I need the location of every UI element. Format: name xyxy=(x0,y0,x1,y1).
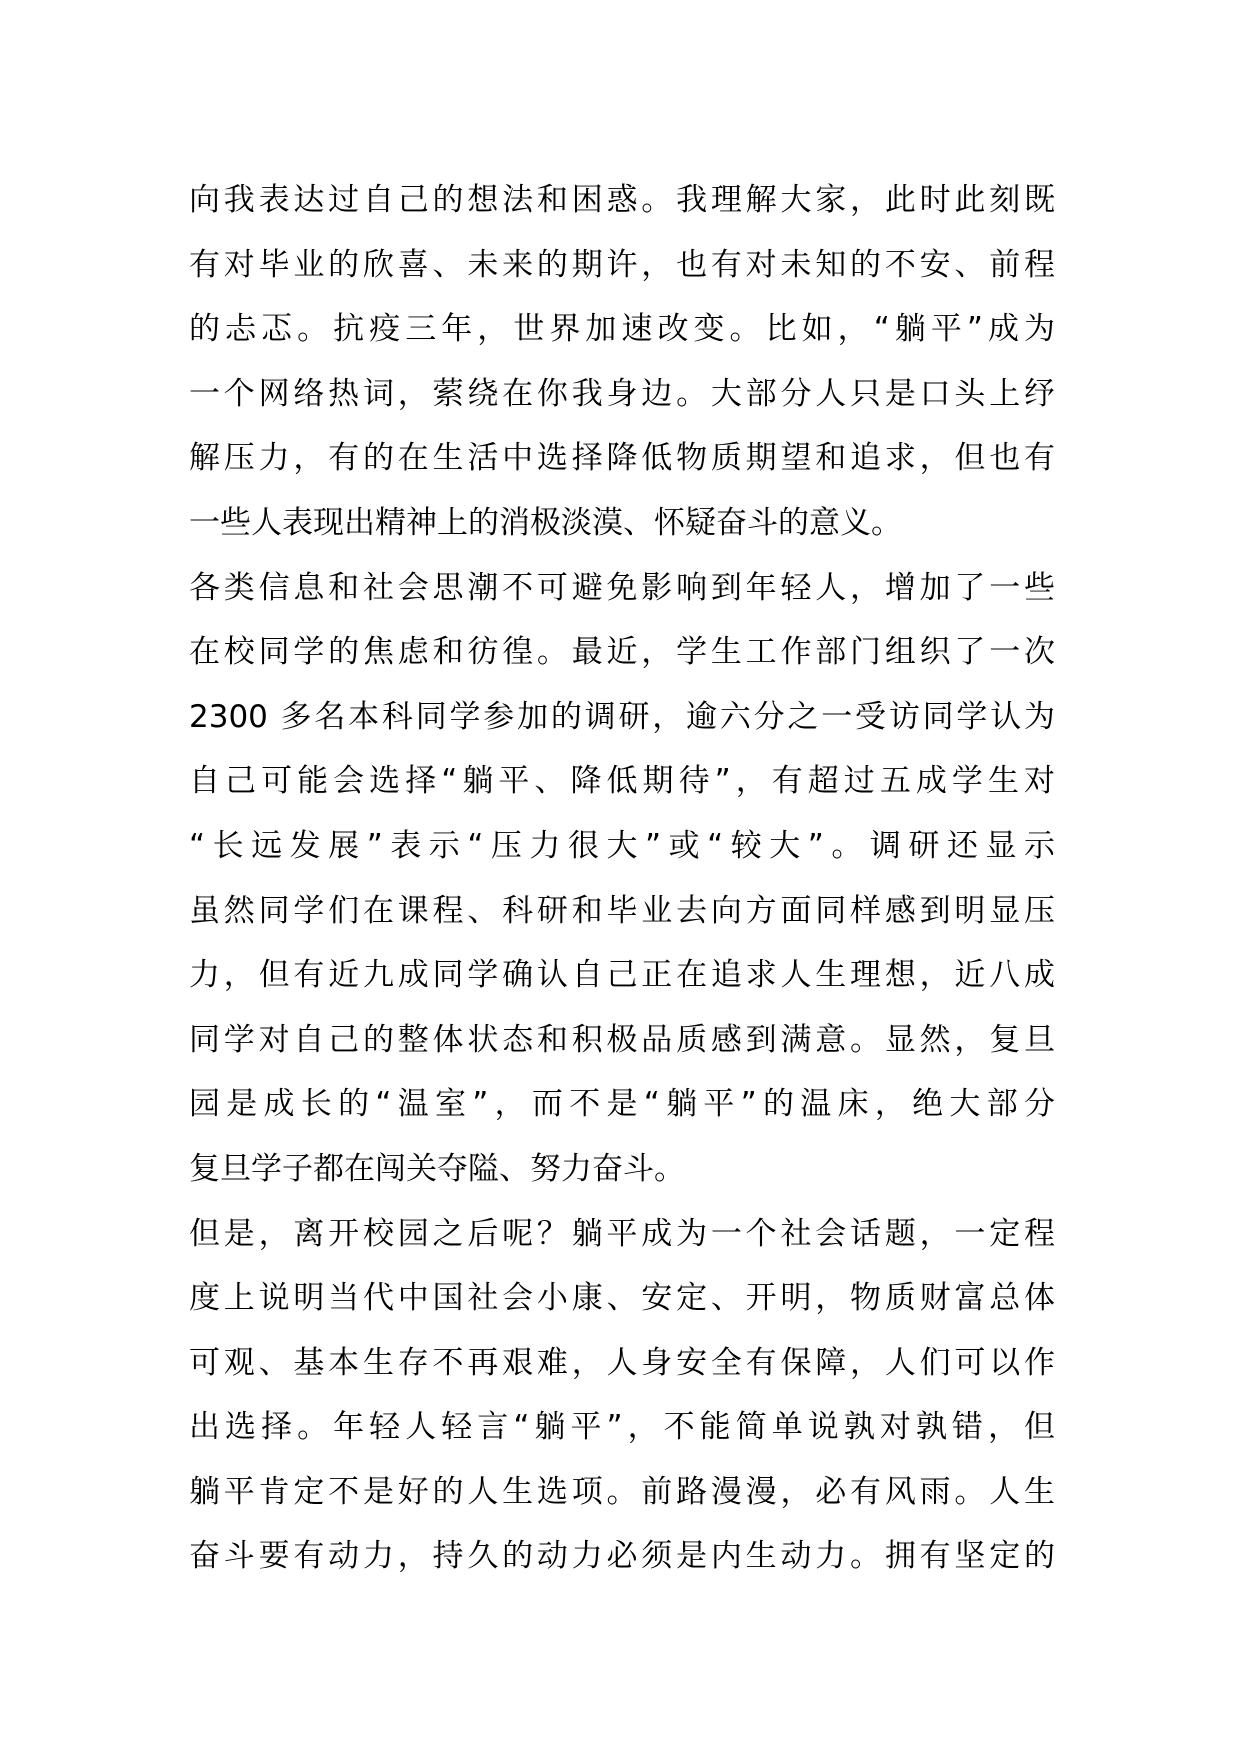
text-line: 2300 多名本科同学参加的调研，逾六分之一受访同学认为 xyxy=(189,698,1055,735)
text-line: 的忐忑。抗疫三年，世界加速改变。比如，“躺平”成为 xyxy=(189,311,1055,348)
text-line: “长远发展”表示“压力很大”或“较大”。调研还显示 xyxy=(189,827,1055,864)
text-line: 躺平肯定不是好的人生选项。前路漫漫，必有风雨。人生 xyxy=(189,1473,1055,1510)
text-line: 出选择。年轻人轻言“躺平”，不能简单说孰对孰错，但 xyxy=(189,1409,1055,1446)
text-line: 向我表达过自己的想法和困惑。我理解大家，此时此刻既 xyxy=(189,182,1055,218)
document-body xyxy=(189,168,1055,1589)
text-line: 但是，离开校园之后呢？躺平成为一个社会话题，一定程 xyxy=(189,1215,1055,1252)
text-line: 各类信息和社会思潮不可避免影响到年轻人，增加了一些 xyxy=(189,569,1055,606)
text-line: 在校同学的焦虑和彷徨。最近，学生工作部门组织了一次 xyxy=(189,634,1055,671)
text-line: 同学对自己的整体状态和积极品质感到满意。显然，复旦 xyxy=(189,1021,1055,1058)
text-line: 可观、基本生存不再艰难，人身安全有保障，人们可以作 xyxy=(189,1344,1055,1381)
text-line: 度上说明当代中国社会小康、安定、开明，物质财富总体 xyxy=(189,1280,1055,1317)
text-line: 解压力，有的在生活中选择降低物质期望和追求，但也有 xyxy=(189,440,1055,477)
text-line: 一个网络热词，萦绕在你我身边。大部分人只是口头上纾 xyxy=(189,375,1055,412)
text-line: 力，但有近九成同学确认自己正在追求人生理想，近八成 xyxy=(189,957,1055,994)
text-line: 有对毕业的欣喜、未来的期许，也有对未知的不安、前程 xyxy=(189,246,1055,283)
text-line: 自己可能会选择“躺平、降低期待”，有超过五成学生对 xyxy=(189,763,1055,800)
text-line: 奋斗要有动力，持久的动力必须是内生动力。拥有坚定的 xyxy=(189,1538,1055,1575)
text-line: 复旦学子都在闯关夺隘、努力奋斗。 xyxy=(189,1150,685,1187)
text-line: 一些人表现出精神上的消极淡漠、怀疑奋斗的意义。 xyxy=(189,504,902,541)
text-line: 园是成长的“温室”，而不是“躺平”的温床，绝大部分 xyxy=(189,1086,1055,1123)
text-line: 虽然同学们在课程、科研和毕业去向方面同样感到明显压 xyxy=(189,892,1055,929)
